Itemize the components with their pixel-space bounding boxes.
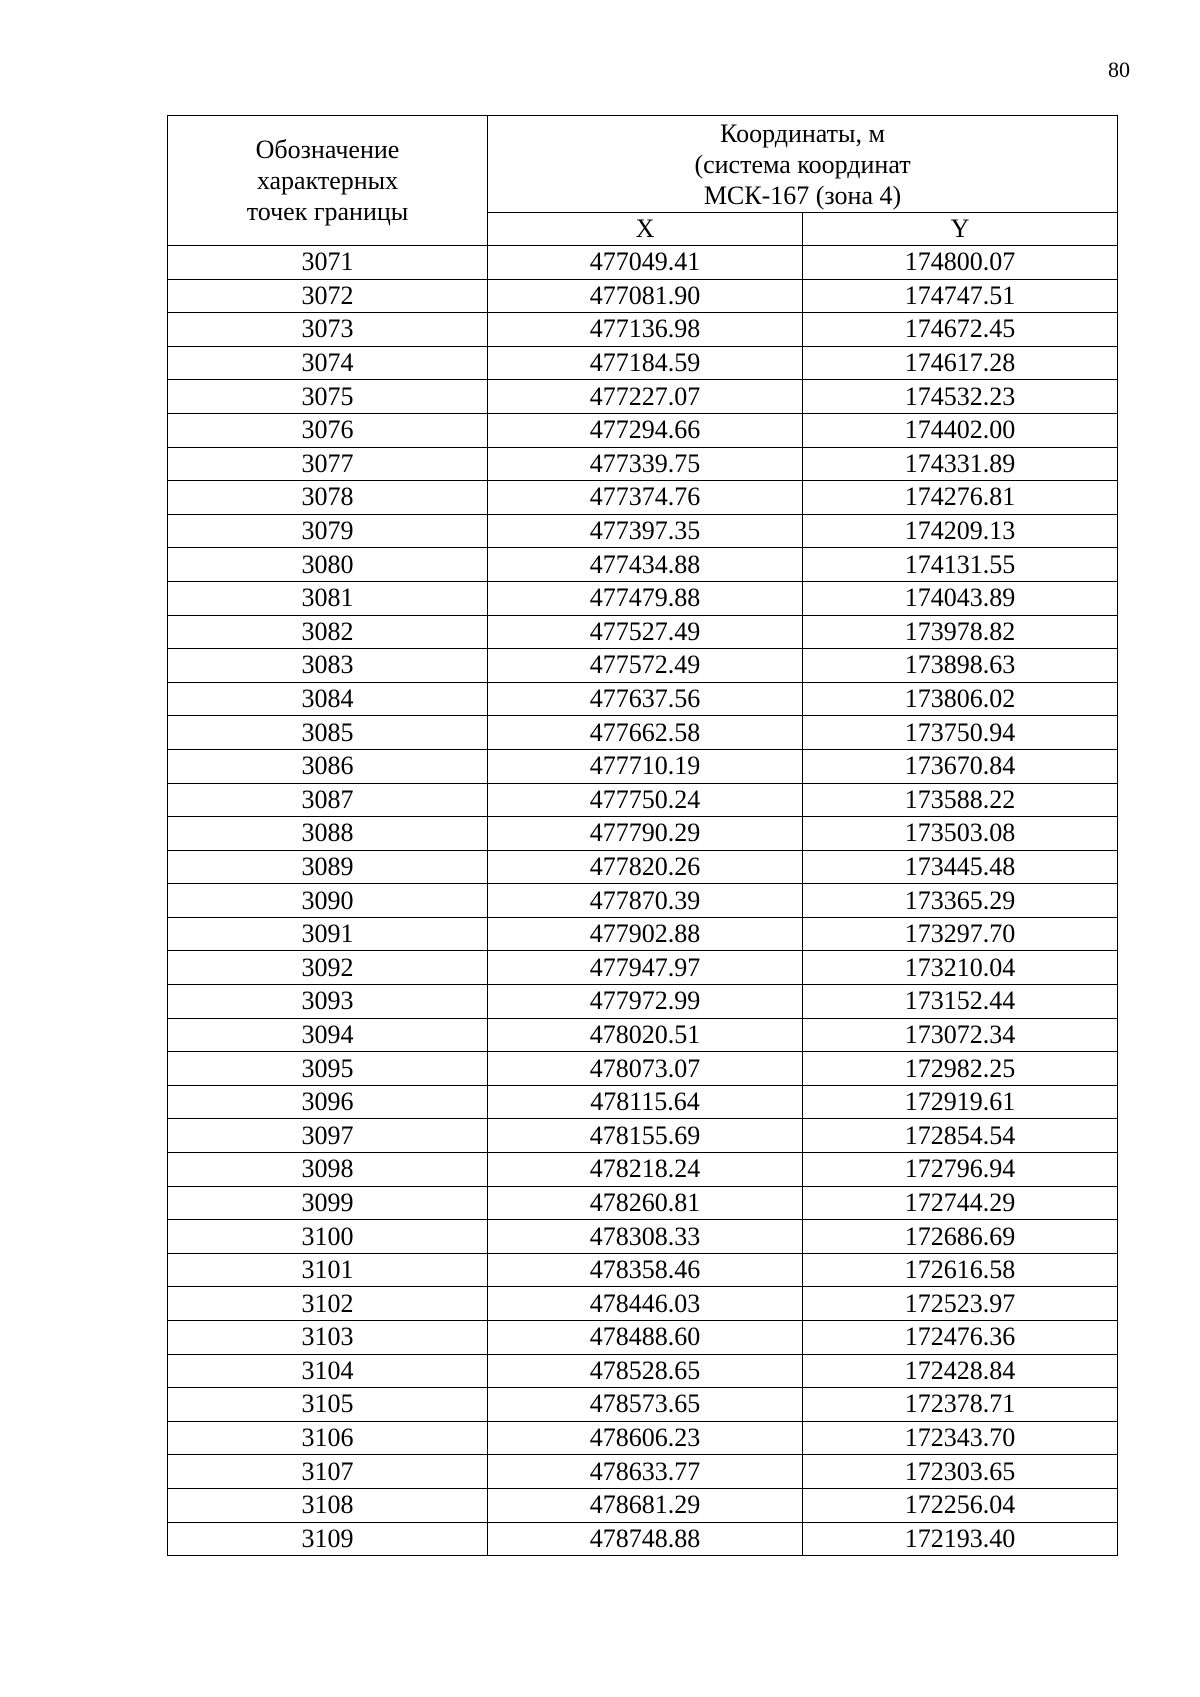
y-coordinate-cell: 172303.65 — [803, 1455, 1118, 1489]
y-coordinate-cell: 174331.89 — [803, 447, 1118, 481]
y-coordinate-cell: 173072.34 — [803, 1018, 1118, 1052]
x-coordinate-cell: 478073.07 — [488, 1052, 803, 1086]
x-coordinate-cell: 477790.29 — [488, 817, 803, 851]
table-row — [168, 1018, 1118, 1052]
x-coordinate-cell: 477750.24 — [488, 783, 803, 817]
point-id-cell: 3090 — [168, 884, 488, 918]
y-coordinate-cell: 174672.45 — [803, 313, 1118, 347]
table-row — [168, 380, 1118, 414]
y-coordinate-cell: 173365.29 — [803, 884, 1118, 918]
point-id-cell: 3076 — [168, 413, 488, 447]
table-row — [168, 1052, 1118, 1086]
designation-header — [168, 116, 488, 246]
x-coordinate-cell: 477049.41 — [488, 246, 803, 280]
x-coordinate-cell: 478528.65 — [488, 1354, 803, 1388]
x-coordinate-cell: 478358.46 — [488, 1253, 803, 1287]
y-coordinate-cell: 174209.13 — [803, 514, 1118, 548]
y-column-header: Y — [803, 213, 1118, 246]
x-coordinate-cell: 477081.90 — [488, 279, 803, 313]
table-row — [168, 1119, 1118, 1153]
table-row — [168, 413, 1118, 447]
x-coordinate-cell: 477527.49 — [488, 615, 803, 649]
x-coordinate-cell: 478606.23 — [488, 1421, 803, 1455]
y-coordinate-cell: 174532.23 — [803, 380, 1118, 414]
coordinates-header-line: МСК-167 (зона 4) — [703, 180, 902, 210]
x-coordinate-cell: 477184.59 — [488, 346, 803, 380]
x-coordinate-cell: 477479.88 — [488, 581, 803, 615]
y-coordinate-cell: 172686.69 — [803, 1220, 1118, 1254]
table-body — [168, 246, 1118, 1556]
y-coordinate-cell: 173588.22 — [803, 783, 1118, 817]
x-coordinate-cell: 478681.29 — [488, 1488, 803, 1522]
x-coordinate-cell: 478633.77 — [488, 1455, 803, 1489]
y-coordinate-cell: 173503.08 — [803, 817, 1118, 851]
table-row — [168, 682, 1118, 716]
x-coordinate-cell: 478115.64 — [488, 1085, 803, 1119]
point-id-cell: 3086 — [168, 749, 488, 783]
y-coordinate-cell: 174747.51 — [803, 279, 1118, 313]
point-id-cell: 3074 — [168, 346, 488, 380]
x-coordinate-cell: 477434.88 — [488, 548, 803, 582]
table-row — [168, 1321, 1118, 1355]
table-row — [168, 481, 1118, 515]
coordinates-header-line: (система координат — [694, 149, 911, 179]
x-coordinate-cell: 478573.65 — [488, 1388, 803, 1422]
designation-header-line: характерных — [256, 166, 399, 195]
table-row — [168, 514, 1118, 548]
point-id-cell: 3077 — [168, 447, 488, 481]
point-id-cell: 3097 — [168, 1119, 488, 1153]
y-coordinate-cell: 173978.82 — [803, 615, 1118, 649]
table-row — [168, 615, 1118, 649]
page-number: 80 — [1108, 57, 1130, 82]
table-row — [168, 1421, 1118, 1455]
point-id-cell: 3092 — [168, 951, 488, 985]
point-id-cell: 3099 — [168, 1186, 488, 1220]
table-header — [168, 116, 1118, 246]
table-row — [168, 1388, 1118, 1422]
point-id-cell: 3091 — [168, 917, 488, 951]
point-id-cell: 3085 — [168, 716, 488, 750]
x-coordinate-cell: 477374.76 — [488, 481, 803, 515]
table-row — [168, 1455, 1118, 1489]
point-id-cell: 3084 — [168, 682, 488, 716]
coordinates-header — [488, 116, 1118, 213]
x-coordinate-cell: 478218.24 — [488, 1153, 803, 1187]
designation-header-line: Обозначение — [255, 135, 400, 164]
table-row — [168, 985, 1118, 1019]
x-coordinate-cell: 477136.98 — [488, 313, 803, 347]
y-coordinate-cell: 174617.28 — [803, 346, 1118, 380]
point-id-cell: 3094 — [168, 1018, 488, 1052]
table-row — [168, 1085, 1118, 1119]
table-row — [168, 548, 1118, 582]
y-coordinate-cell: 173210.04 — [803, 951, 1118, 985]
point-id-cell: 3106 — [168, 1421, 488, 1455]
x-coordinate-cell: 478260.81 — [488, 1186, 803, 1220]
point-id-cell: 3093 — [168, 985, 488, 1019]
table-row — [168, 716, 1118, 750]
table-row — [168, 1253, 1118, 1287]
x-coordinate-cell: 477339.75 — [488, 447, 803, 481]
point-id-cell: 3075 — [168, 380, 488, 414]
point-id-cell: 3071 — [168, 246, 488, 280]
y-coordinate-cell: 174276.81 — [803, 481, 1118, 515]
point-id-cell: 3101 — [168, 1253, 488, 1287]
y-coordinate-cell: 173445.48 — [803, 850, 1118, 884]
y-coordinate-cell: 172256.04 — [803, 1488, 1118, 1522]
point-id-cell: 3087 — [168, 783, 488, 817]
point-id-cell: 3108 — [168, 1488, 488, 1522]
x-coordinate-cell: 477820.26 — [488, 850, 803, 884]
x-coordinate-cell: 477294.66 — [488, 413, 803, 447]
table-row — [168, 1354, 1118, 1388]
y-coordinate-cell: 172919.61 — [803, 1085, 1118, 1119]
x-column-header: X — [488, 213, 803, 246]
table-row — [168, 581, 1118, 615]
y-coordinate-cell: 174043.89 — [803, 581, 1118, 615]
x-coordinate-cell: 478446.03 — [488, 1287, 803, 1321]
table-row — [168, 1488, 1118, 1522]
header-row-main — [168, 116, 1118, 213]
table-row — [168, 850, 1118, 884]
point-id-cell: 3073 — [168, 313, 488, 347]
point-id-cell: 3104 — [168, 1354, 488, 1388]
table-row — [168, 649, 1118, 683]
point-id-cell: 3096 — [168, 1085, 488, 1119]
table-row — [168, 749, 1118, 783]
y-coordinate-cell: 172378.71 — [803, 1388, 1118, 1422]
y-coordinate-cell: 172476.36 — [803, 1321, 1118, 1355]
designation-header-line: точек границы — [246, 197, 409, 226]
y-coordinate-cell: 173806.02 — [803, 682, 1118, 716]
y-coordinate-cell: 173750.94 — [803, 716, 1118, 750]
table-row — [168, 951, 1118, 985]
table-row — [168, 783, 1118, 817]
table-row — [168, 1220, 1118, 1254]
y-coordinate-cell: 172343.70 — [803, 1421, 1118, 1455]
coordinates-table — [167, 115, 1118, 1556]
y-coordinate-cell: 172854.54 — [803, 1119, 1118, 1153]
point-id-cell: 3100 — [168, 1220, 488, 1254]
table-row — [168, 1186, 1118, 1220]
point-id-cell: 3079 — [168, 514, 488, 548]
y-coordinate-cell: 172523.97 — [803, 1287, 1118, 1321]
table-row — [168, 1522, 1118, 1556]
point-id-cell: 3105 — [168, 1388, 488, 1422]
x-coordinate-cell: 477637.56 — [488, 682, 803, 716]
point-id-cell: 3107 — [168, 1455, 488, 1489]
y-coordinate-cell: 172193.40 — [803, 1522, 1118, 1556]
x-coordinate-cell: 477662.58 — [488, 716, 803, 750]
point-id-cell: 3078 — [168, 481, 488, 515]
table-row — [168, 884, 1118, 918]
point-id-cell: 3083 — [168, 649, 488, 683]
y-coordinate-cell: 172796.94 — [803, 1153, 1118, 1187]
y-coordinate-cell: 173152.44 — [803, 985, 1118, 1019]
table-row — [168, 1153, 1118, 1187]
x-coordinate-cell: 477397.35 — [488, 514, 803, 548]
table-row — [168, 1287, 1118, 1321]
point-id-cell: 3080 — [168, 548, 488, 582]
point-id-cell: 3102 — [168, 1287, 488, 1321]
y-coordinate-cell: 173297.70 — [803, 917, 1118, 951]
y-coordinate-cell: 173898.63 — [803, 649, 1118, 683]
y-coordinate-cell: 173670.84 — [803, 749, 1118, 783]
point-id-cell: 3103 — [168, 1321, 488, 1355]
y-coordinate-cell: 172428.84 — [803, 1354, 1118, 1388]
x-coordinate-cell: 478020.51 — [488, 1018, 803, 1052]
point-id-cell: 3082 — [168, 615, 488, 649]
y-coordinate-cell: 174131.55 — [803, 548, 1118, 582]
point-id-cell: 3088 — [168, 817, 488, 851]
y-coordinate-cell: 172982.25 — [803, 1052, 1118, 1086]
x-coordinate-cell: 477710.19 — [488, 749, 803, 783]
point-id-cell: 3081 — [168, 581, 488, 615]
coordinates-header-line: Координаты, м — [720, 118, 885, 148]
x-coordinate-cell: 477947.97 — [488, 951, 803, 985]
table-row — [168, 817, 1118, 851]
point-id-cell: 3109 — [168, 1522, 488, 1556]
y-coordinate-cell: 172744.29 — [803, 1186, 1118, 1220]
y-coordinate-cell: 174800.07 — [803, 246, 1118, 280]
table-row — [168, 313, 1118, 347]
table-row — [168, 447, 1118, 481]
table-row — [168, 346, 1118, 380]
x-coordinate-cell: 478488.60 — [488, 1321, 803, 1355]
point-id-cell: 3098 — [168, 1153, 488, 1187]
table-row — [168, 246, 1118, 280]
table-row — [168, 917, 1118, 951]
y-coordinate-cell: 174402.00 — [803, 413, 1118, 447]
x-coordinate-cell: 477572.49 — [488, 649, 803, 683]
x-coordinate-cell: 478748.88 — [488, 1522, 803, 1556]
x-coordinate-cell: 478308.33 — [488, 1220, 803, 1254]
x-coordinate-cell: 477870.39 — [488, 884, 803, 918]
table-row — [168, 279, 1118, 313]
point-id-cell: 3089 — [168, 850, 488, 884]
x-coordinate-cell: 478155.69 — [488, 1119, 803, 1153]
y-coordinate-cell: 172616.58 — [803, 1253, 1118, 1287]
x-coordinate-cell: 477902.88 — [488, 917, 803, 951]
x-coordinate-cell: 477227.07 — [488, 380, 803, 414]
point-id-cell: 3072 — [168, 279, 488, 313]
point-id-cell: 3095 — [168, 1052, 488, 1086]
x-coordinate-cell: 477972.99 — [488, 985, 803, 1019]
